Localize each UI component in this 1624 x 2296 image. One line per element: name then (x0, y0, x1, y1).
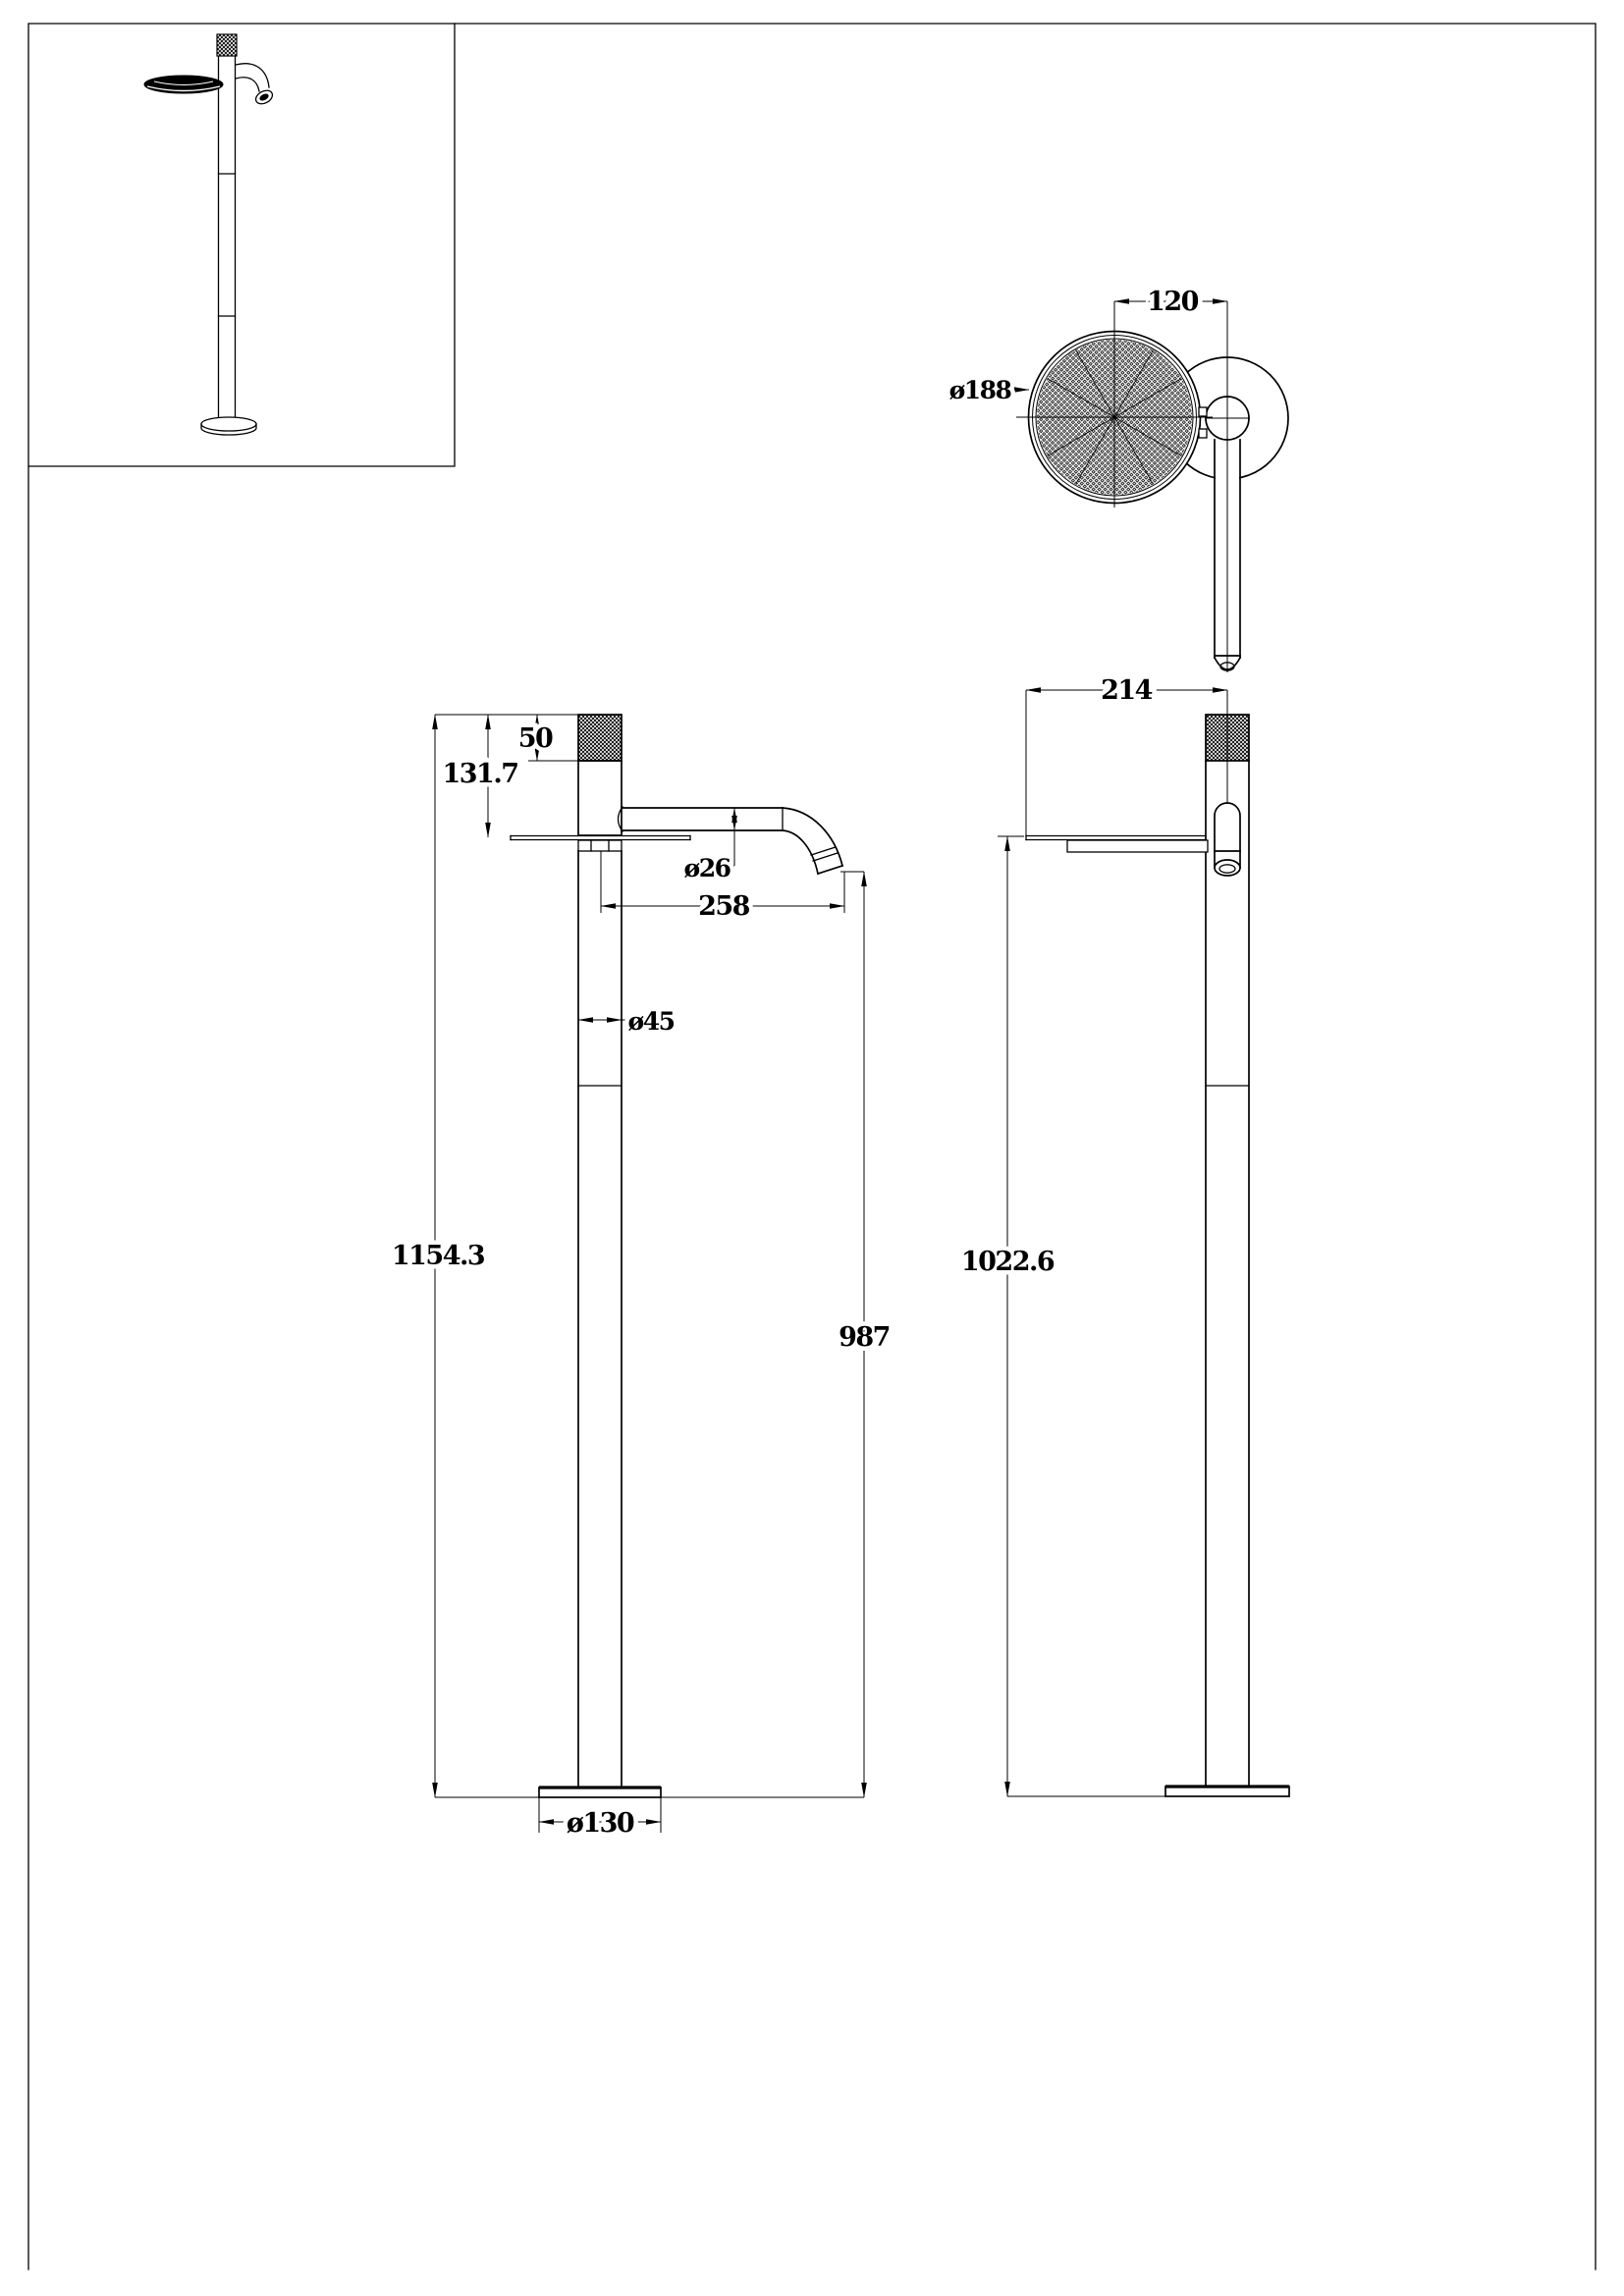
dim-shelf-height: 1022.6 (960, 1247, 1055, 1277)
dim-column-diameter: ø45 (627, 1007, 675, 1036)
dim-spout-diameter: ø26 (683, 854, 731, 882)
dim-overall-height: 1154.3 (391, 1241, 485, 1271)
border-frame (28, 24, 1596, 2269)
plan-bracket-tick-bottom (1199, 429, 1207, 438)
dim-handle-height: 50 (517, 723, 553, 754)
inset-isometric-view (28, 24, 455, 466)
inset-handle-knurl (217, 34, 237, 56)
front-spout-elbow-inner (783, 830, 818, 874)
dim-shelf-offset-side: 214 (1101, 675, 1152, 706)
inset-spout-outer (236, 64, 269, 87)
front-aerator-band2 (813, 853, 838, 861)
dim-spout-reach: 258 (698, 891, 749, 922)
side-dish-body (1067, 840, 1208, 852)
front-dimensions (392, 715, 890, 1839)
front-collar (578, 840, 622, 851)
front-handle-knurl (578, 715, 622, 761)
dim-handle-to-shelf: 131.7 (442, 759, 518, 789)
dim-base-diameter: ø130 (566, 1808, 634, 1839)
side-view (961, 675, 1289, 1796)
front-upper-body (578, 761, 622, 835)
inset-base-top (201, 417, 256, 431)
page-border (28, 24, 1596, 2269)
plan-view (949, 287, 1288, 672)
side-spout-capsule (1215, 803, 1240, 851)
inset-spout-inner (236, 78, 259, 91)
front-aerator-band1 (811, 847, 836, 855)
dim-spout-outlet-height: 987 (839, 1322, 890, 1353)
front-spout-outlet-face (818, 866, 842, 874)
plan-bracket-tick-top (1199, 407, 1207, 416)
dim-dish-diameter: ø188 (948, 376, 1011, 404)
front-view (392, 715, 890, 1839)
inset-box (28, 24, 455, 466)
dim-plan-offset: 120 (1147, 287, 1198, 317)
